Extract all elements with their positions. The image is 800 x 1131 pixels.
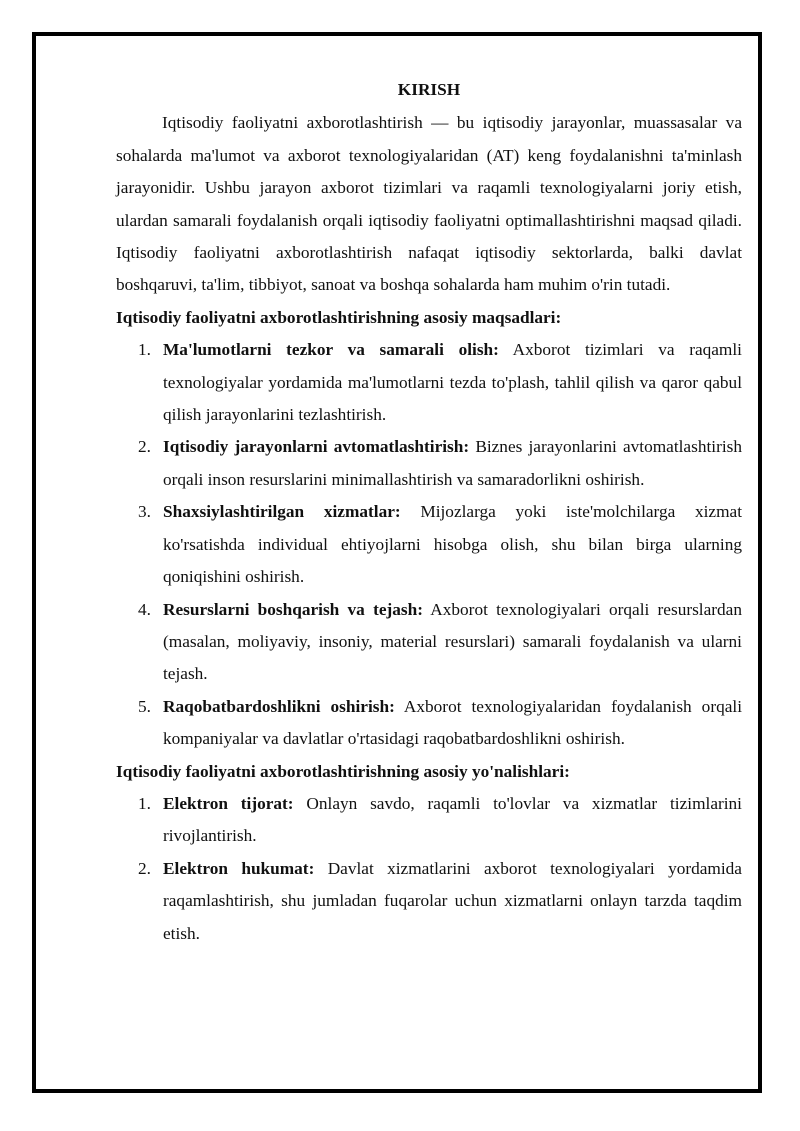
list-item (116, 594, 742, 691)
list-item (116, 788, 742, 853)
list-item (116, 334, 742, 431)
item-number: 2. (138, 437, 151, 457)
item-number: 4. (138, 599, 151, 619)
directions-list (116, 788, 742, 950)
item-term: Iqtisodiy jarayonlarni avtomatlashtirish: (163, 437, 470, 457)
list-item (116, 853, 742, 950)
item-number: 1. (138, 340, 151, 360)
goals-list (116, 334, 742, 755)
document-title: KIRISH (397, 80, 461, 99)
item-text: Biznes jarayonlarini avtomatlashtirish orqali inson resurslarini minimallashtirish va samaradorlikni oshirish. (163, 437, 742, 489)
item-term: Ma'lumotlarni tezkor va samarali olish: (163, 340, 499, 360)
item-number: 1. (138, 793, 151, 813)
intro-paragraph: Iqtisodiy faoliyatni axborotlashtirish — bu iqtisodiy jarayonlar, muassasalar va sohalarda ma'lumot va axborot texnologiyalaridan (AT) keng foydalanishni ta'minlash jarayonidir. Ushbu jarayon axborot tizimlari va raqamli texnologiyalarni joriy etish, ulardan samarali foydalanish orqali iqtisodiy faoliyatni optimallashtirishni maqsad qiladi. Iqtisodiy faoliyatni axborotlashtirish nafaqat iqtisodiy sektorlarda, balki davlat boshqaruvi, ta'lim, tibbiyot, sanoat va boshqa sohalarda ham muhim o'rin tutadi. (116, 113, 742, 295)
item-number: 3. (138, 502, 151, 522)
item-text: Axborot tizimlari va raqamli texnologiyalar yordamida ma'lumotlarni tezda to'plash, tahlil qilish va qaror qabul qilish jarayonlarini tezlashtirish. (163, 340, 742, 425)
item-term: Elektron tijorat: (163, 793, 294, 813)
item-number: 2. (138, 858, 151, 878)
list-item (116, 691, 742, 756)
item-text: Onlayn savdo, raqamli to'lovlar va xizmatlar tizimlarini rivojlantirish. (163, 793, 742, 846)
goals-heading: Iqtisodiy faoliyatni axborotlashtirishning asosiy maqsadlari: (116, 307, 562, 327)
item-term: Elektron hukumat: (163, 858, 315, 878)
item-text: Mijozlarga yoki iste'molchilarga xizmat ko'rsatishda individual ehtiyojlarni hisobga olish, shu bilan birga ularning qoniqishini oshirish. (163, 502, 743, 587)
item-term: Raqobatbardoshlikni oshirish: (163, 696, 395, 716)
directions-heading: Iqtisodiy faoliyatni axborotlashtirishning asosiy yo'nalishlari: (116, 761, 570, 781)
item-text: Davlat xizmatlarini axborot texnologiyalari yordamida raqamlashtirish, shu jumladan fuqarolar uchun xizmatlarni onlayn tarzda taqdim etish. (163, 858, 742, 943)
list-item (116, 496, 742, 593)
item-number: 5. (138, 696, 151, 716)
item-text: Axborot texnologiyalari orqali resurslardan (masalan, moliyaviy, insoniy, material resurslari) samarali foydalanish va ularni tejash. (163, 599, 742, 684)
item-term: Resurslarni boshqarish va tejash: (163, 599, 423, 619)
item-term: Shaxsiylashtirilgan xizmatlar: (163, 502, 401, 522)
item-text: Axborot texnologiyalaridan foydalanish orqali kompaniyalar va davlatlar o'rtasidagi raqobatbardoshlikni oshirish. (163, 696, 742, 749)
list-item (116, 431, 742, 496)
document-body (116, 72, 742, 950)
